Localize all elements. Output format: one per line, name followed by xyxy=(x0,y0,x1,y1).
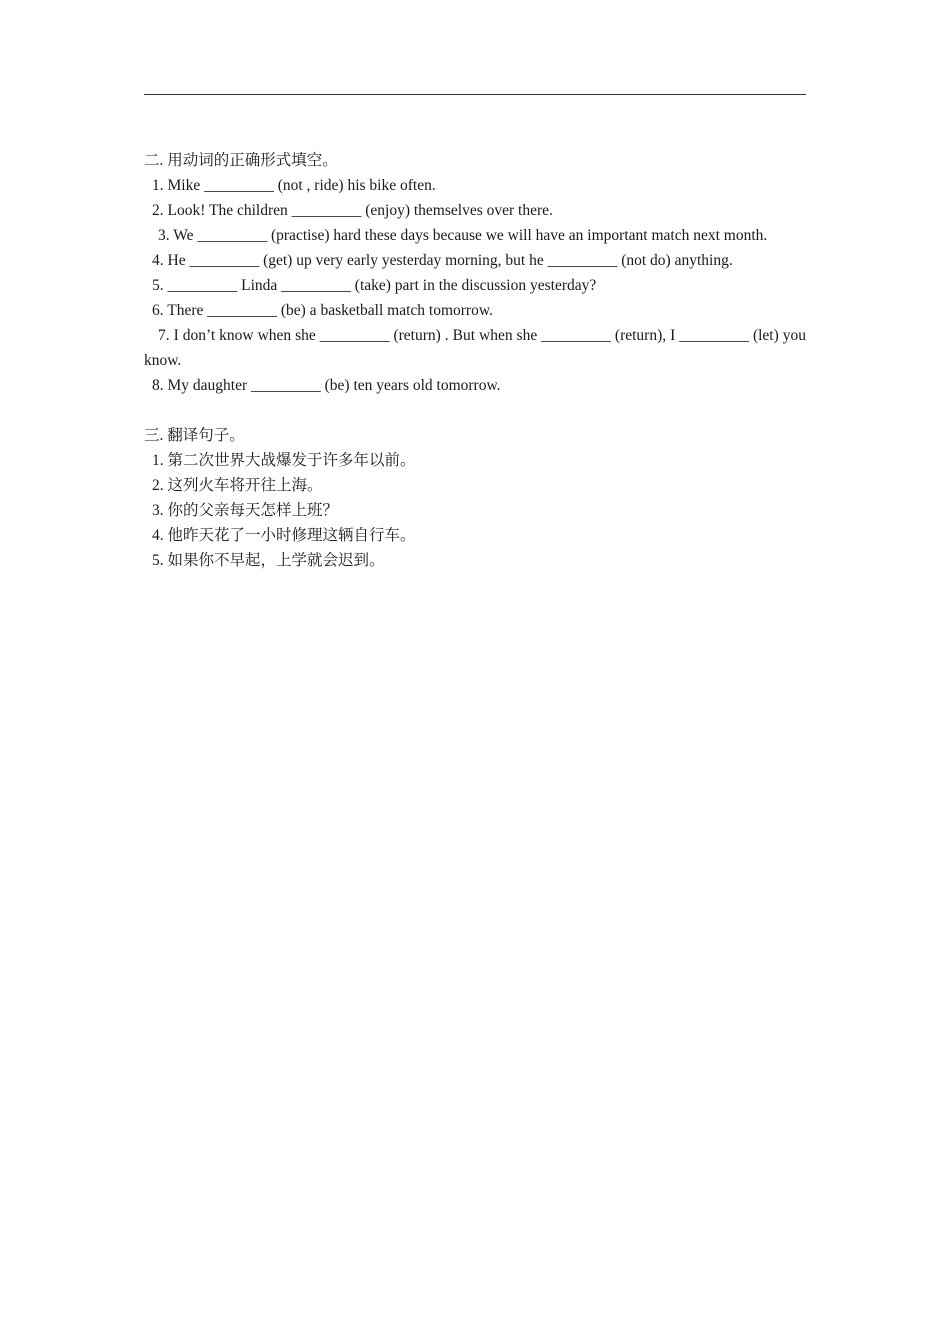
section-translate-sentences xyxy=(144,423,806,573)
exercise-item: 4. He _________ (get) up very early yesterday morning, but he _________ (not do) anything. xyxy=(152,252,733,269)
section-spacer xyxy=(144,398,806,423)
exercise-item: 2. 这列火车将开往上海。 xyxy=(152,477,323,494)
header-rule xyxy=(144,94,806,95)
exercise-item: 1. 第二次世界大战爆发于许多年以前。 xyxy=(152,452,416,469)
exercise-item: 3. We _________ (practise) hard these days because we will have an important match next month. xyxy=(158,227,768,244)
exercise-item: 1. Mike _________ (not , ride) his bike often. xyxy=(152,177,436,194)
section-title: 二. 用动词的正确形式填空。 xyxy=(144,152,338,169)
exercise-item: 7. I don’t know when she _________ (return) . But when she _________ (return), I _________ (let) you know. xyxy=(144,327,806,369)
exercise-item: 8. My daughter _________ (be) ten years old tomorrow. xyxy=(152,377,501,394)
section-fill-in-verbs xyxy=(144,148,806,398)
exercise-item: 5. 如果你不早起，上学就会迟到。 xyxy=(152,552,385,569)
exercise-item: 5. _________ Linda _________ (take) part in the discussion yesterday? xyxy=(152,277,597,294)
exercise-item: 4. 他昨天花了一小时修理这辆自行车。 xyxy=(152,527,416,544)
exercise-item: 6. There _________ (be) a basketball match tomorrow. xyxy=(152,302,493,319)
document-body xyxy=(144,148,806,573)
section-title: 三. 翻译句子。 xyxy=(144,427,245,444)
exercise-item: 2. Look! The children _________ (enjoy) themselves over there. xyxy=(152,202,553,219)
exercise-item: 3. 你的父亲每天怎样上班？ xyxy=(152,502,339,519)
